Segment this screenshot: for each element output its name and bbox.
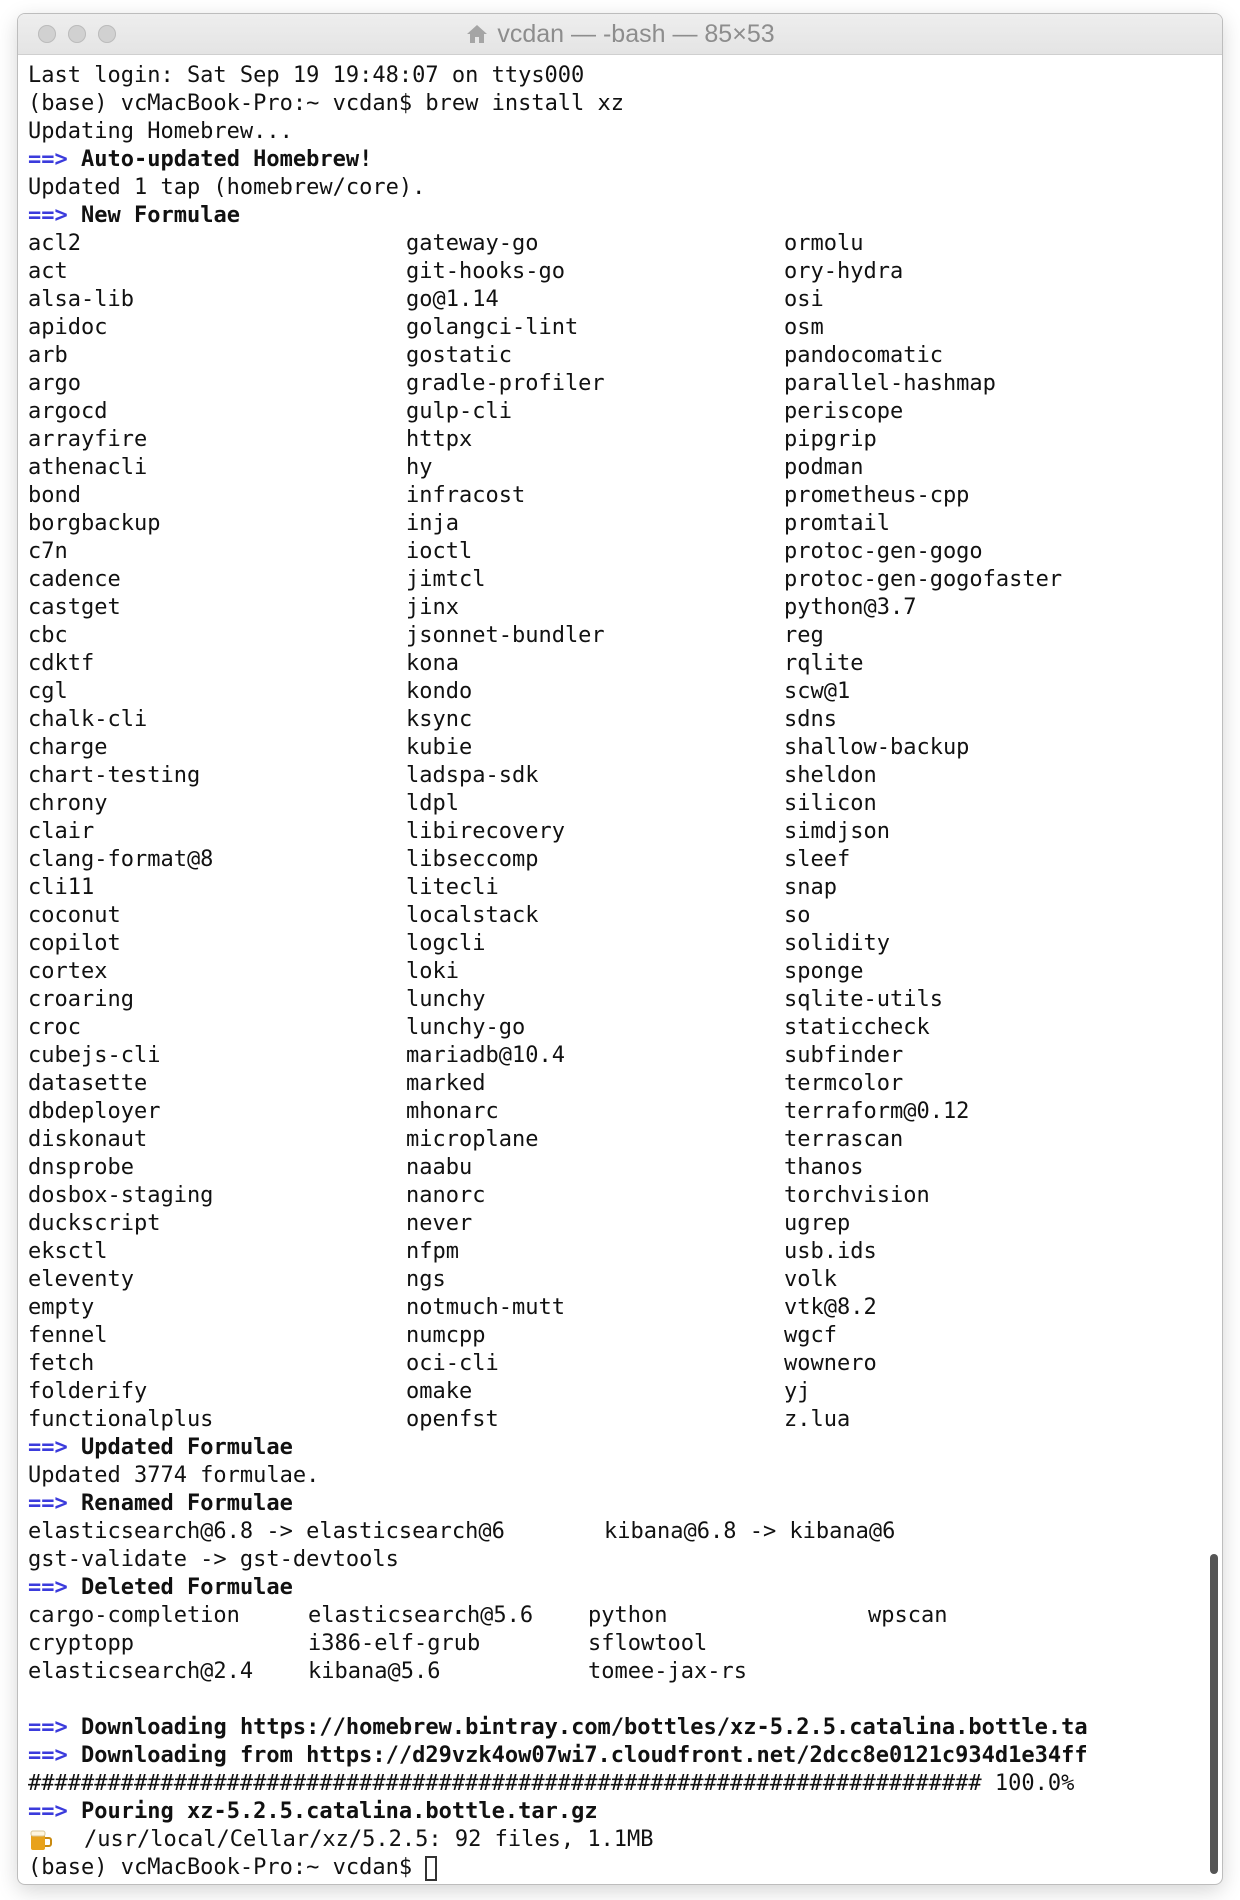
- deleted-formula: kibana@5.6: [308, 1659, 441, 1684]
- formula-name: go@1.14: [406, 287, 499, 312]
- arrow-marker: ==>: [28, 1799, 68, 1824]
- installed-summary-line: [28, 1826, 1198, 1854]
- renamed-formulae-list: [28, 1518, 1198, 1574]
- terminal-content[interactable]: [28, 62, 1198, 1884]
- formula-name: chart-testing: [28, 763, 201, 788]
- arrow-marker: ==>: [28, 147, 68, 172]
- formula-name: promtail: [784, 511, 890, 536]
- formula-name: gateway-go: [406, 231, 539, 256]
- renamed-formulae-heading: [28, 1490, 1198, 1518]
- beer-icon: [28, 1828, 54, 1852]
- formula-name: arb: [28, 343, 68, 368]
- formula-name: libseccomp: [406, 847, 539, 872]
- formula-name: acl2: [28, 231, 81, 256]
- formula-name: cgl: [28, 679, 68, 704]
- downloading-line-2: [28, 1742, 1198, 1770]
- formula-name: arrayfire: [28, 427, 148, 452]
- formula-name: mhonarc: [406, 1099, 499, 1124]
- formula-name: torchvision: [784, 1183, 930, 1208]
- formula-name: kondo: [406, 679, 473, 704]
- scrollbar[interactable]: [1210, 1554, 1218, 1874]
- formula-name: datasette: [28, 1071, 148, 1096]
- formula-name: sleef: [784, 847, 851, 872]
- formula-name: lunchy: [406, 987, 486, 1012]
- formula-name: osm: [784, 315, 824, 340]
- formula-name: cubejs-cli: [28, 1043, 161, 1068]
- deleted-formula: sflowtool: [588, 1631, 708, 1656]
- formula-name: yj: [784, 1379, 811, 1404]
- window-title: vcdan — -bash — 85×53: [497, 19, 775, 48]
- formula-name: empty: [28, 1295, 95, 1320]
- formula-name: osi: [784, 287, 824, 312]
- formula-name: dnsprobe: [28, 1155, 134, 1180]
- formula-name: pandocomatic: [784, 343, 943, 368]
- formula-name: usb.ids: [784, 1239, 877, 1264]
- formula-name: kubie: [406, 735, 473, 760]
- arrow-marker: ==>: [28, 1575, 68, 1600]
- formula-name: ory-hydra: [784, 259, 904, 284]
- heading-text: Deleted Formulae: [81, 1575, 293, 1600]
- formula-name: folderify: [28, 1379, 148, 1404]
- formula-name: localstack: [406, 903, 539, 928]
- last-login-line: Last login: Sat Sep 19 19:48:07 on ttys000: [28, 63, 585, 88]
- formula-name: nfpm: [406, 1239, 459, 1264]
- deleted-formula: cargo-completion: [28, 1603, 240, 1628]
- formula-name: libirecovery: [406, 819, 565, 844]
- formula-name: openfst: [406, 1407, 499, 1432]
- formula-name: git-hooks-go: [406, 259, 565, 284]
- formula-name: jinx: [406, 595, 459, 620]
- formula-name: alsa-lib: [28, 287, 134, 312]
- updating-line: Updating Homebrew...: [28, 119, 293, 144]
- formula-name: chrony: [28, 791, 108, 816]
- formula-name: ksync: [406, 707, 473, 732]
- downloading-text: Downloading from https://d29vzk4ow07wi7.cloudfront.net/2dcc8e0121c934d1e34ff: [81, 1743, 1088, 1768]
- formula-name: termcolor: [784, 1071, 904, 1096]
- formula-name: gulp-cli: [406, 399, 512, 424]
- deleted-formula: wpscan: [868, 1603, 948, 1628]
- formula-name: ormolu: [784, 231, 864, 256]
- formula-name: dosbox-staging: [28, 1183, 214, 1208]
- formula-name: prometheus-cpp: [784, 483, 970, 508]
- formula-name: castget: [28, 595, 121, 620]
- formula-name: so: [784, 903, 811, 928]
- formula-name: httpx: [406, 427, 473, 452]
- formula-name: terrascan: [784, 1127, 904, 1152]
- prompt: (base) vcMacBook-Pro:~ vcdan$: [28, 91, 426, 116]
- formula-name: duckscript: [28, 1211, 161, 1236]
- formula-name: copilot: [28, 931, 121, 956]
- formula-name: protoc-gen-gogofaster: [784, 567, 1063, 592]
- renamed-formula: [604, 1546, 1004, 1574]
- deleted-formula: [868, 1658, 1168, 1686]
- formula-name: mariadb@10.4: [406, 1043, 565, 1068]
- final-prompt-line: [28, 1854, 1198, 1882]
- terminal-cursor: [425, 1856, 437, 1881]
- formula-name: naabu: [406, 1155, 473, 1180]
- formula-name: subfinder: [784, 1043, 904, 1068]
- formula-name: cli11: [28, 875, 95, 900]
- formula-name: logcli: [406, 931, 486, 956]
- formula-name: ugrep: [784, 1211, 851, 1236]
- formula-name: lunchy-go: [406, 1015, 526, 1040]
- formula-name: croaring: [28, 987, 134, 1012]
- formula-name: hy: [406, 455, 433, 480]
- formula-name: ioctl: [406, 539, 473, 564]
- formula-name: act: [28, 259, 68, 284]
- formula-name: never: [406, 1211, 473, 1236]
- formula-name: terraform@0.12: [784, 1099, 970, 1124]
- updated-tap-line: Updated 1 tap (homebrew/core).: [28, 175, 426, 200]
- auto-updated-line: [28, 146, 1198, 174]
- downloading-line-1: [28, 1714, 1198, 1742]
- formula-name: omake: [406, 1379, 473, 1404]
- formula-name: argo: [28, 371, 81, 396]
- formula-name: c7n: [28, 539, 68, 564]
- formula-name: inja: [406, 511, 459, 536]
- formula-name: staticcheck: [784, 1015, 930, 1040]
- formula-name: podman: [784, 455, 864, 480]
- auto-updated-text: Auto-updated Homebrew!: [81, 147, 373, 172]
- formula-name: diskonaut: [28, 1127, 148, 1152]
- formula-name: thanos: [784, 1155, 864, 1180]
- formula-name: nanorc: [406, 1183, 486, 1208]
- deleted-formula: cryptopp: [28, 1631, 134, 1656]
- formula-name: ladspa-sdk: [406, 763, 539, 788]
- formula-name: dbdeployer: [28, 1099, 161, 1124]
- formula-name: protoc-gen-gogo: [784, 539, 983, 564]
- formula-name: loki: [406, 959, 459, 984]
- formula-name: cdktf: [28, 651, 95, 676]
- formula-name: oci-cli: [406, 1351, 499, 1376]
- blank-line: [28, 1686, 1198, 1714]
- formula-name: ngs: [406, 1267, 446, 1292]
- pouring-text: Pouring xz-5.2.5.catalina.bottle.tar.gz: [81, 1799, 598, 1824]
- formula-name: gradle-profiler: [406, 371, 605, 396]
- deleted-formula: [868, 1630, 1168, 1658]
- pouring-line: [28, 1798, 1198, 1826]
- downloading-text: Downloading https://homebrew.bintray.com/bottles/xz-5.2.5.catalina.bottle.ta: [81, 1715, 1088, 1740]
- formula-name: sdns: [784, 707, 837, 732]
- command-line: [28, 90, 1198, 118]
- arrow-marker: ==>: [28, 203, 68, 228]
- arrow-marker: ==>: [28, 1743, 68, 1768]
- home-icon: [465, 22, 489, 46]
- formula-name: sqlite-utils: [784, 987, 943, 1012]
- formula-name: solidity: [784, 931, 890, 956]
- renamed-formula: gst-validate -> gst-devtools: [28, 1547, 399, 1572]
- formula-name: z.lua: [784, 1407, 851, 1432]
- formula-name: shallow-backup: [784, 735, 970, 760]
- deleted-formula: tomee-jax-rs: [588, 1659, 747, 1684]
- deleted-formula: elasticsearch@2.4: [28, 1659, 254, 1684]
- formula-name: rqlite: [784, 651, 864, 676]
- formula-name: charge: [28, 735, 108, 760]
- formula-name: microplane: [406, 1127, 539, 1152]
- formula-name: clang-format@8: [28, 847, 214, 872]
- formula-name: volk: [784, 1267, 837, 1292]
- renamed-formula: elasticsearch@6.8 -> elasticsearch@6: [28, 1519, 505, 1544]
- new-formulae-list: [28, 230, 1198, 1434]
- formula-name: vtk@8.2: [784, 1295, 877, 1320]
- formula-name: snap: [784, 875, 837, 900]
- formula-name: sheldon: [784, 763, 877, 788]
- deleted-formula: elasticsearch@5.6: [308, 1603, 534, 1628]
- formula-name: fetch: [28, 1351, 95, 1376]
- terminal-window: [18, 14, 1222, 1884]
- formula-name: notmuch-mutt: [406, 1295, 565, 1320]
- formula-name: silicon: [784, 791, 877, 816]
- formula-name: kona: [406, 651, 459, 676]
- formula-name: borgbackup: [28, 511, 161, 536]
- formula-name: fennel: [28, 1323, 108, 1348]
- formula-name: jsonnet-bundler: [406, 623, 605, 648]
- heading-text: New Formulae: [81, 203, 240, 228]
- window-title-area: [18, 14, 1222, 54]
- heading-text: Renamed Formulae: [81, 1491, 293, 1516]
- installed-summary: /usr/local/Cellar/xz/5.2.5: 92 files, 1.1MB: [84, 1827, 654, 1852]
- formula-name: apidoc: [28, 315, 108, 340]
- deleted-formulae-list: [28, 1602, 1198, 1686]
- arrow-marker: ==>: [28, 1435, 68, 1460]
- prompt: (base) vcMacBook-Pro:~ vcdan$: [28, 1855, 426, 1880]
- formula-name: cortex: [28, 959, 108, 984]
- formula-name: functionalplus: [28, 1407, 214, 1432]
- formula-name: chalk-cli: [28, 707, 148, 732]
- formula-name: eleventy: [28, 1267, 134, 1292]
- formula-name: litecli: [406, 875, 499, 900]
- updated-formulae-count: Updated 3774 formulae.: [28, 1463, 320, 1488]
- formula-name: clair: [28, 819, 95, 844]
- formula-name: ldpl: [406, 791, 459, 816]
- formula-name: jimtcl: [406, 567, 486, 592]
- formula-name: golangci-lint: [406, 315, 579, 340]
- formula-name: cadence: [28, 567, 121, 592]
- formula-name: coconut: [28, 903, 121, 928]
- formula-name: bond: [28, 483, 81, 508]
- formula-name: sponge: [784, 959, 864, 984]
- formula-name: argocd: [28, 399, 108, 424]
- updated-formulae-heading: [28, 1434, 1198, 1462]
- formula-name: wownero: [784, 1351, 877, 1376]
- formula-name: wgcf: [784, 1323, 837, 1348]
- formula-name: cbc: [28, 623, 68, 648]
- formula-name: reg: [784, 623, 824, 648]
- formula-name: croc: [28, 1015, 81, 1040]
- renamed-formula: kibana@6.8 -> kibana@6: [604, 1519, 896, 1544]
- deleted-formula: python: [588, 1603, 668, 1628]
- formula-name: periscope: [784, 399, 904, 424]
- title-bar[interactable]: [18, 14, 1222, 55]
- command: brew install xz: [425, 91, 625, 116]
- formula-name: parallel-hashmap: [784, 371, 996, 396]
- heading-text: Updated Formulae: [81, 1435, 293, 1460]
- formula-name: infracost: [406, 483, 526, 508]
- formula-name: python@3.7: [784, 595, 917, 620]
- arrow-marker: ==>: [28, 1491, 68, 1516]
- progress-bar-line: ######################################################################## 100.0%: [28, 1771, 1075, 1796]
- formula-name: eksctl: [28, 1239, 108, 1264]
- deleted-formulae-heading: [28, 1574, 1198, 1602]
- formula-name: numcpp: [406, 1323, 486, 1348]
- formula-name: scw@1: [784, 679, 851, 704]
- formula-name: marked: [406, 1071, 486, 1096]
- new-formulae-heading: [28, 202, 1198, 230]
- formula-name: athenacli: [28, 455, 148, 480]
- formula-name: gostatic: [406, 343, 512, 368]
- arrow-marker: ==>: [28, 1715, 68, 1740]
- deleted-formula: i386-elf-grub: [308, 1631, 481, 1656]
- formula-name: pipgrip: [784, 427, 877, 452]
- formula-name: simdjson: [784, 819, 890, 844]
